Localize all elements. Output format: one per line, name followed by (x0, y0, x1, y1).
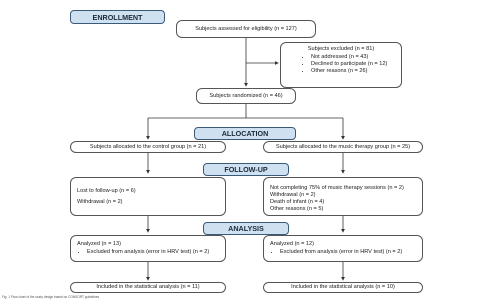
music-allocation-text: Subjects allocated to the music therapy group (n = 25) (275, 143, 411, 150)
figure-caption: Fig. 1 Flow chart of the study design based on CONSORT guidelines (2, 295, 100, 299)
control-allocation-box (70, 141, 226, 153)
excluded-reason: • Declined to participate (n = 12) (311, 61, 395, 68)
music-excluded-list (270, 249, 416, 256)
excluded-reason: • Not addressed (n = 43) (311, 54, 395, 61)
music-analysis-box (263, 235, 423, 262)
music-excluded-text: • Excluded from analysis (error in HRV test) (n = 2) (280, 249, 416, 256)
stage-enrollment: ENROLLMENT (70, 10, 165, 24)
excluded-title: Subjects excluded (n = 81) (307, 46, 375, 52)
control-excluded-list (77, 249, 219, 256)
excluded-box (280, 42, 402, 88)
music-followup-box (263, 177, 423, 216)
excluded-reasons-list (287, 54, 395, 75)
control-analyzed-text: Analyzed (n = 13) (77, 241, 121, 247)
control-analysis-box (70, 235, 226, 262)
control-excluded-text: • Excluded from analysis (error in HRV test) (n = 2) (87, 249, 219, 256)
excluded-reason: • Other reasons (n = 26) (311, 68, 395, 75)
stage-allocation: ALLOCATION (194, 127, 296, 140)
music-allocation-box (263, 141, 423, 153)
control-followup-box (70, 177, 226, 216)
randomized-box (196, 88, 296, 104)
music-followup-item: Other reasons (n = 5) (270, 205, 324, 212)
music-followup-item: Withdrawal (n = 2) (270, 191, 316, 198)
control-lost-text: Lost to follow-up (n = 6) (77, 188, 136, 194)
music-included-text: Included in the statistical analysis (n = 10) (291, 284, 395, 290)
control-included-box (70, 282, 226, 293)
music-included-box (263, 282, 423, 293)
control-allocation-text: Subjects allocated to the control group (n = 21) (89, 143, 207, 150)
control-withdrawal-text: Withdrawal (n = 2) (77, 198, 123, 205)
stage-analysis: ANALYSIS (203, 222, 289, 235)
assessed-box (176, 20, 316, 38)
assessed-text: Subjects assessed for eligibility (n = 127) (195, 25, 297, 32)
music-followup-item: Not completing 75% of music therapy sessions (n = 2) (270, 185, 404, 191)
music-followup-item: Death of infant (n = 4) (270, 198, 325, 205)
control-included-text: Included in the statistical analysis (n = 11) (96, 284, 200, 290)
music-analyzed-text: Analyzed (n = 12) (270, 241, 314, 247)
stage-followup: FOLLOW-UP (203, 163, 289, 176)
randomized-text: Subjects randomized (n = 46) (209, 92, 283, 99)
